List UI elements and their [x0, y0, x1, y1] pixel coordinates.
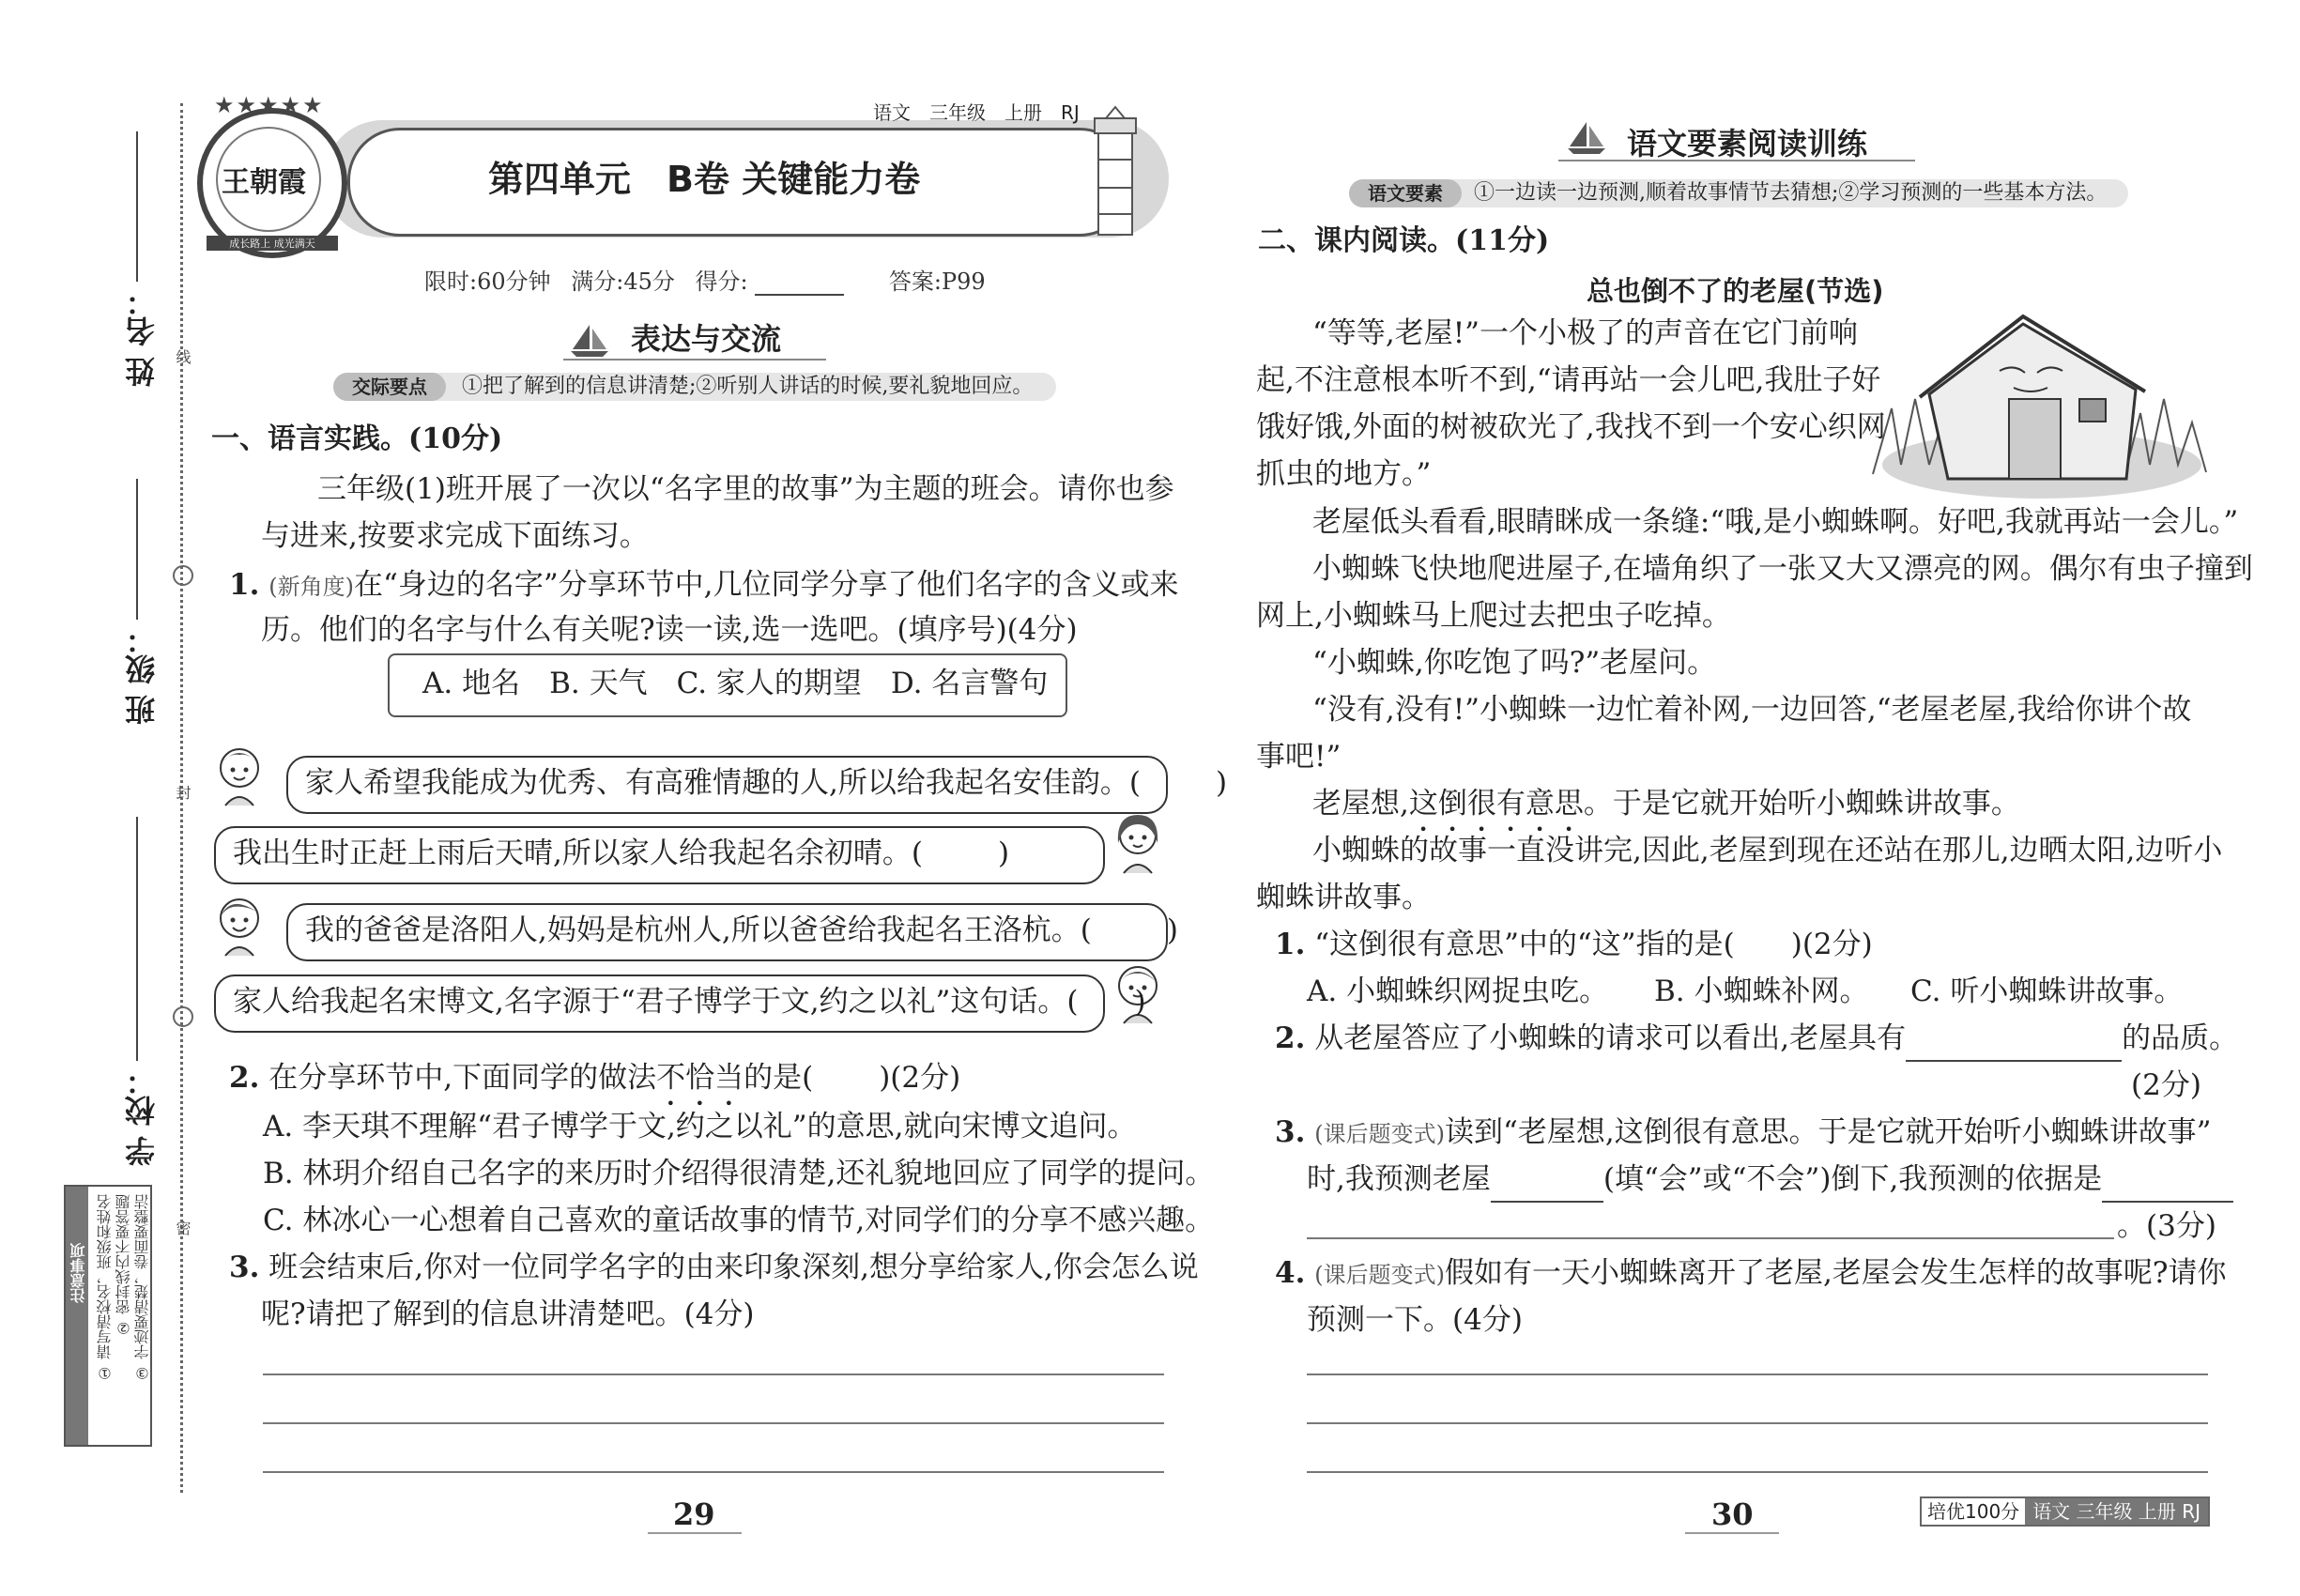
bubble-3-text: 我的爸爸是洛阳人,妈妈是杭州人,所以爸爸给我起名王洛杭。( ) — [305, 913, 1178, 947]
tip-tag: 语文要素 — [1349, 179, 1462, 207]
intro-line-1: 三年级(1)班开展了一次以“名字里的故事”为主题的班会。请你也参 — [317, 472, 1174, 506]
question-heading-2: 二、课内阅读。(11分) — [1258, 224, 1550, 257]
class-label: 班 级： — [124, 624, 160, 726]
r-q3-blank-2[interactable] — [2102, 1169, 2233, 1203]
bubble-1-text: 家人希望我能成为优秀、有高雅情趣的人,所以给我起名安佳韵。( ) — [305, 766, 1228, 800]
r-q1-number: 1. — [1275, 928, 1306, 961]
r-q3-line-2: 时,我预测老屋 (填“会”或“不会”)倒下,我预测的依据是 — [1307, 1156, 2233, 1203]
notice-header — [66, 1187, 88, 1445]
notice-title: 注意事项 — [69, 1243, 87, 1303]
r-q2-answer-blank[interactable] — [1906, 1028, 2122, 1062]
r-q1-option-b: B. 小蜘蛛补网。 — [1654, 974, 1869, 1008]
story-p1-line-3: 饿好饿,外面的树被砍光了,我找不到一个安心织网 — [1256, 410, 1886, 444]
section-underline — [1558, 160, 1915, 161]
story-p7-line-1: 小蜘蛛的故事一直没讲完,因此,老屋到现在还站在那儿,边晒太阳,边听小 — [1312, 834, 2223, 867]
story-p1-line-4: 抓虫的地方。” — [1256, 457, 1432, 491]
bubble-4-text: 家人给我起名宋博文,名字源于“君子博学于文,约之以礼”这句话。( ) — [233, 985, 1146, 1019]
sailboat-icon — [1558, 118, 1615, 156]
exam-info — [424, 263, 986, 296]
page-number-right: 30 — [1711, 1496, 1754, 1532]
r-q1-option-c: C. 听小蜘蛛讲故事。 — [1910, 974, 2184, 1008]
brand-name: 王朝霞 — [222, 166, 306, 199]
brand-logo — [197, 108, 347, 258]
binding-hole-icon — [173, 1006, 193, 1027]
footer-brand: 培优100分 — [1927, 1500, 2020, 1523]
answer-line[interactable] — [1307, 1422, 2208, 1424]
story-p5-line-1: “没有,没有!”小蜘蛛一边忙着补网,一边回答,“老屋老屋,我给你讲个故 — [1312, 693, 2192, 727]
q1-text-1: 在“身边的名字”分享环节中,几位同学分享了他们名字的含义或来 — [353, 568, 1179, 602]
q3-line-2: 呢?请把了解到的信息讲清楚吧。(4分) — [261, 1297, 755, 1331]
tip-text: ①一边读一边预测,顺着故事情节去猜想;②学习预测的一些基本方法。 — [1474, 181, 2108, 205]
notice-item-1: ① 请写清校名，班级和姓名 — [96, 1194, 114, 1383]
page-number-decoration — [648, 1532, 742, 1534]
r-q2-score: (2分) — [2131, 1068, 2201, 1102]
section-underline — [563, 359, 826, 361]
story-title: 总也倒不了的老屋(节选) — [1587, 275, 1884, 307]
binding-hole-icon — [173, 565, 193, 586]
header-meta: 语文 三年级 上册 RJ — [873, 101, 1080, 124]
q3-line-1: 3. 班会结束后,你对一位同学名字的由来印象深刻,想分享给家人,你会怎么说 — [229, 1251, 1199, 1284]
cut-mark-feng: 封 — [174, 785, 192, 800]
q1-number: 1. — [229, 568, 260, 602]
r-q3-tag: (课后题变式) — [1314, 1121, 1445, 1147]
story-p7-line-2: 蜘蛛讲故事。 — [1256, 881, 1431, 914]
old-house-illustration — [1863, 305, 2220, 502]
tip-tag: 交际要点 — [333, 373, 446, 401]
lighthouse-icon — [1080, 103, 1155, 244]
time-limit: 限时:60分钟 — [424, 269, 551, 295]
q2-option-b: B. 林玥介绍自己名字的来历时介绍得很清楚,还礼貌地回应了同学的提问。 — [263, 1157, 1215, 1190]
answer-line[interactable] — [1307, 1373, 2208, 1375]
boy-avatar-icon — [212, 742, 267, 807]
star-icons: ★★★★★ — [214, 92, 325, 118]
story-emphasis: 这倒很有意思 — [1408, 787, 1584, 821]
answer-line[interactable] — [263, 1373, 1164, 1375]
sailboat-icon — [561, 321, 618, 359]
q2-option-c: C. 林冰心一心想着自己喜欢的童话故事的情节,对同学们的分享不感兴趣。 — [263, 1204, 1215, 1237]
story-p5-line-2: 事吧!” — [1256, 740, 1342, 774]
intro-line-2: 与进来,按要求完成下面练习。 — [261, 519, 649, 553]
r-q2-line: 2. 从老屋答应了小蜘蛛的请求可以看出,老屋具有 的品质。 — [1275, 1015, 2238, 1062]
story-p2: 老屋低头看看,眼睛眯成一条缝:“哦,是小蜘蛛啊。好吧,我就再站一会儿。” — [1312, 505, 2239, 539]
page-title: 第四单元 B卷 关键能力卷 — [488, 159, 921, 200]
q2-option-a: A. 李天琪不理解“君子博学于文,约之以礼”的意思,就向宋博文追问。 — [263, 1110, 1137, 1143]
score-label: 得分: — [695, 269, 748, 295]
notice-box — [64, 1185, 152, 1447]
notice-item-2: ② 密封线内不要答题 — [115, 1194, 132, 1338]
r-q4-line-1: 4. (课后题变式)假如有一天小蜘蛛离开了老屋,老屋会发生怎样的故事呢?请你 — [1275, 1256, 2227, 1290]
r-q3-score: 。(3分) — [2117, 1209, 2216, 1243]
notice-item-3: ③ 字迹要清楚，卷面要整洁 — [133, 1194, 151, 1383]
r-q3-line-1: 3. (课后题变式)读到“老屋想,这倒很有意思。于是它就开始听小蜘蛛讲故事” — [1275, 1115, 2212, 1149]
story-p3-line-1: 小蜘蛛飞快地爬进屋子,在墙角织了一张又大又漂亮的网。偶尔有虫子撞到 — [1312, 552, 2253, 586]
story-p1-line-1: “等等,老屋!”一个小极了的声音在它门前响 — [1312, 316, 1859, 350]
cut-mark-mi: 密 — [174, 1220, 192, 1235]
name-label: 姓 名： — [124, 286, 160, 388]
bubble-2-text: 我出生时正赶上雨后天晴,所以家人给我起名余初晴。( ) — [233, 836, 1010, 870]
class-blank[interactable] — [136, 479, 138, 620]
tip-text: ①把了解到的信息讲清楚;②听别人讲话的时候,要礼貌地回应。 — [462, 375, 1034, 398]
footer-meta: 语文 三年级 上册 RJ — [2025, 1498, 2208, 1525]
r-q3-blank-1[interactable] — [1491, 1169, 1603, 1203]
section-title-reading: 语文要素阅读训练 — [1627, 126, 1868, 161]
school-blank[interactable] — [136, 817, 138, 1061]
q2-number: 2. — [229, 1061, 260, 1095]
score-blank[interactable] — [755, 271, 844, 296]
r-q4-number: 4. — [1275, 1256, 1306, 1290]
r-q4-tag: (课后题变式) — [1314, 1262, 1445, 1288]
q2-line: 2. 在分享环节中,下面同学的做法不恰当的是( )(2分) — [229, 1061, 961, 1095]
answer-line[interactable] — [263, 1471, 1164, 1473]
story-p3-line-2: 网上,小蜘蛛马上爬过去把虫子吃掉。 — [1256, 599, 1731, 633]
name-blank[interactable] — [136, 131, 138, 282]
story-p6: 老屋想,这倒很有意思。于是它就开始听小蜘蛛讲故事。 — [1312, 787, 2020, 821]
page-number-left: 29 — [673, 1496, 715, 1532]
r-q3-answer-line[interactable] — [1307, 1237, 2114, 1239]
answer-ref: 答案:P99 — [888, 269, 986, 295]
cut-mark-xian: 线 — [174, 349, 192, 364]
page-number-decoration — [1685, 1532, 1779, 1534]
answer-line[interactable] — [1307, 1471, 2208, 1473]
story-p4: “小蜘蛛,你吃饱了吗?”老屋问。 — [1312, 646, 1717, 680]
r-q1-option-a: A. 小蜘蛛织网捉虫吃。 — [1307, 974, 1609, 1008]
r-q4-line-2: 预测一下。(4分) — [1307, 1303, 1523, 1337]
q1-line-2: 历。他们的名字与什么有关呢?读一读,选一选吧。(填序号)(4分) — [261, 613, 1078, 647]
school-label: 学 校： — [124, 1066, 160, 1167]
r-q1-line: 1. “这倒很有意思”中的“这”指的是( )(2分) — [1275, 928, 1873, 961]
r-q2-number: 2. — [1275, 1021, 1306, 1055]
q1-line-1 — [229, 561, 1179, 610]
full-score: 满分:45分 — [571, 269, 675, 295]
brand-slogan: 成长路上 成光满天 — [207, 236, 338, 251]
question-heading-1: 一、语言实践。(10分) — [211, 422, 503, 455]
boy-avatar-icon — [212, 892, 267, 958]
story-p1-line-2: 起,不注意根本听不到,“请再站一会儿吧,我肚子好 — [1256, 363, 1881, 397]
q1-tag: (新角度) — [268, 574, 354, 600]
r-q3-number: 3. — [1275, 1115, 1306, 1149]
section-title-expression: 表达与交流 — [631, 321, 782, 357]
q1-options: A. 地名 B. 天气 C. 家人的期望 D. 名言警句 — [422, 667, 1049, 700]
girl-avatar-icon — [1111, 809, 1165, 875]
q3-number: 3. — [229, 1251, 260, 1284]
answer-line[interactable] — [263, 1422, 1164, 1424]
q2-emphasis: 不恰当 — [656, 1061, 744, 1095]
footer-brand-box — [1920, 1496, 2210, 1527]
